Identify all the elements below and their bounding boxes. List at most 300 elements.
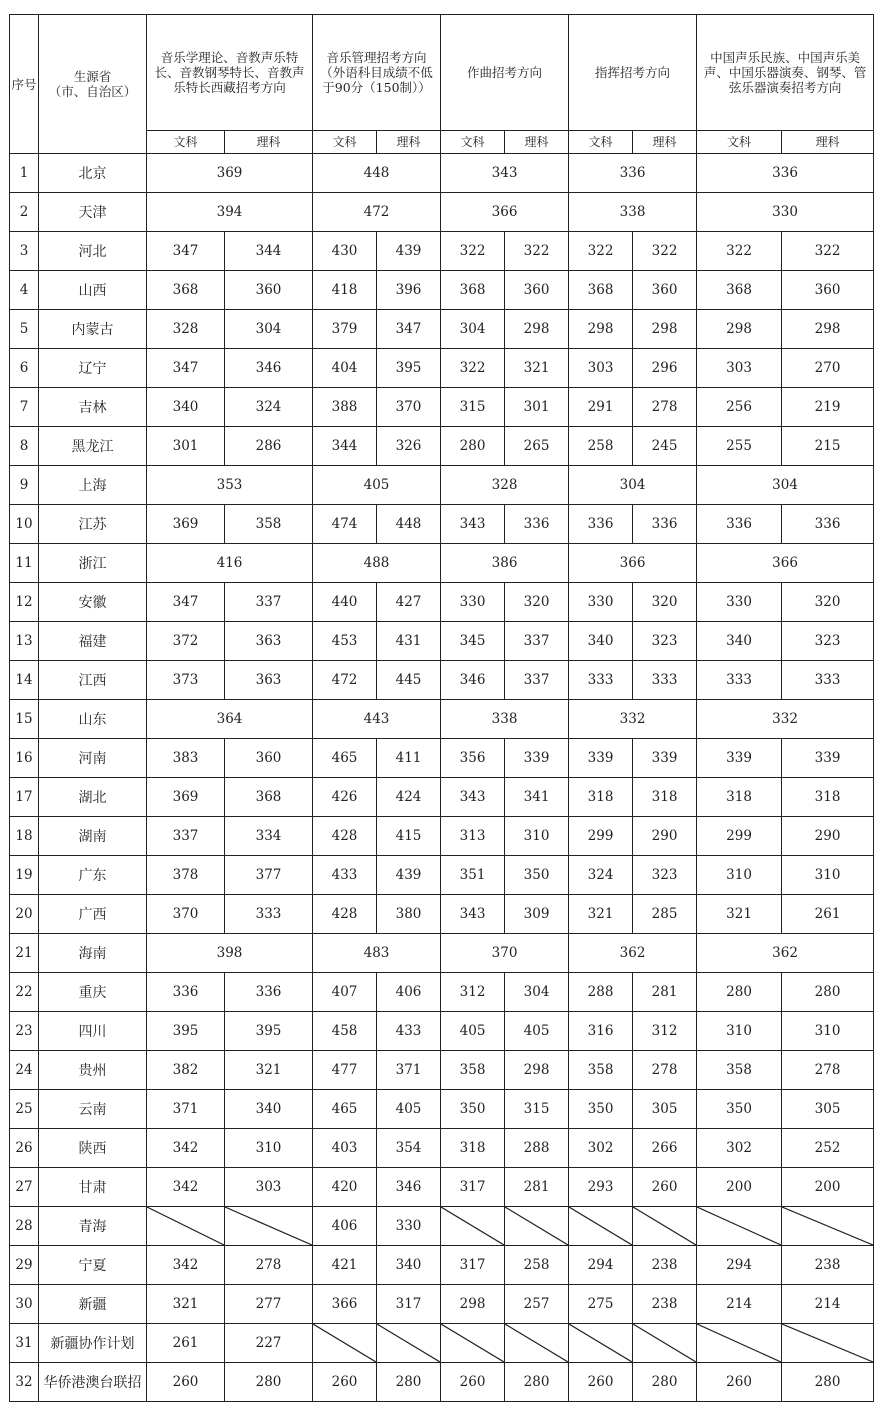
score-like: 238 (633, 1246, 697, 1285)
row-number: 25 (10, 1090, 39, 1129)
score-like: 358 (225, 505, 313, 544)
table-row (10, 661, 874, 700)
score-merged: 416 (147, 544, 313, 583)
table-row (10, 427, 874, 466)
score-wenke: 369 (147, 778, 225, 817)
score-like: 360 (505, 271, 569, 310)
table-row (10, 544, 874, 583)
province-name: 安徽 (39, 583, 147, 622)
row-number: 30 (10, 1285, 39, 1324)
score-like: 280 (782, 973, 874, 1012)
score-like: 350 (505, 856, 569, 895)
score-wenke: 336 (147, 973, 225, 1012)
score-like: 261 (782, 895, 874, 934)
diagonal-slash-icon (633, 1324, 696, 1362)
score-like: 298 (505, 310, 569, 349)
score-like: 337 (225, 583, 313, 622)
score-like: 406 (377, 973, 441, 1012)
score-like: 336 (782, 505, 874, 544)
empty-cell (505, 1324, 569, 1363)
province-name: 江西 (39, 661, 147, 700)
score-wenke: 345 (441, 622, 505, 661)
score-wenke: 298 (441, 1285, 505, 1324)
score-like: 427 (377, 583, 441, 622)
score-like: 439 (377, 232, 441, 271)
score-like: 310 (782, 1012, 874, 1051)
score-wenke: 358 (569, 1051, 633, 1090)
score-wenke: 310 (697, 1012, 782, 1051)
row-number: 32 (10, 1363, 39, 1402)
score-like: 323 (633, 622, 697, 661)
province-name: 河北 (39, 232, 147, 271)
province-name: 广西 (39, 895, 147, 934)
diagonal-slash-icon (313, 1324, 376, 1362)
province-name: 宁夏 (39, 1246, 147, 1285)
row-number: 17 (10, 778, 39, 817)
score-like: 433 (377, 1012, 441, 1051)
score-wenke: 318 (697, 778, 782, 817)
score-wenke: 370 (147, 895, 225, 934)
score-wenke: 303 (697, 349, 782, 388)
score-like: 445 (377, 661, 441, 700)
wenke-header: 文科 (441, 131, 505, 154)
row-number: 7 (10, 388, 39, 427)
empty-cell (697, 1324, 782, 1363)
diagonal-slash-icon (569, 1207, 632, 1245)
score-wenke: 421 (313, 1246, 377, 1285)
score-like: 339 (782, 739, 874, 778)
score-like: 280 (633, 1363, 697, 1402)
diagonal-slash-icon (782, 1324, 873, 1362)
score-like: 341 (505, 778, 569, 817)
score-wenke: 343 (441, 778, 505, 817)
table-row (10, 271, 874, 310)
province-name: 天津 (39, 193, 147, 232)
score-like: 285 (633, 895, 697, 934)
score-wenke: 420 (313, 1168, 377, 1207)
row-number: 3 (10, 232, 39, 271)
score-wenke: 404 (313, 349, 377, 388)
score-wenke: 260 (147, 1363, 225, 1402)
empty-cell (441, 1207, 505, 1246)
score-like: 312 (633, 1012, 697, 1051)
score-merged: 304 (697, 466, 874, 505)
score-like: 360 (782, 271, 874, 310)
score-merged: 332 (569, 700, 697, 739)
diagonal-slash-icon (633, 1207, 696, 1245)
score-merged: 364 (147, 700, 313, 739)
score-wenke: 378 (147, 856, 225, 895)
score-wenke: 372 (147, 622, 225, 661)
score-wenke: 317 (441, 1246, 505, 1285)
diagonal-slash-icon (505, 1324, 568, 1362)
row-number: 28 (10, 1207, 39, 1246)
table-row (10, 895, 874, 934)
score-wenke: 291 (569, 388, 633, 427)
score-like: 270 (782, 349, 874, 388)
score-like: 310 (782, 856, 874, 895)
score-wenke: 260 (441, 1363, 505, 1402)
score-like: 371 (377, 1051, 441, 1090)
score-like: 290 (782, 817, 874, 856)
score-merged: 332 (697, 700, 874, 739)
table-row (10, 1363, 874, 1402)
score-wenke: 321 (147, 1285, 225, 1324)
score-like: 310 (225, 1129, 313, 1168)
score-like: 288 (505, 1129, 569, 1168)
score-like: 318 (633, 778, 697, 817)
score-like: 395 (225, 1012, 313, 1051)
score-wenke: 321 (697, 895, 782, 934)
table-row (10, 1207, 874, 1246)
score-wenke: 440 (313, 583, 377, 622)
group-header-2-text: 音乐管理招考方向 （外语科目成绩不低于90分（150制）） (320, 50, 433, 95)
score-wenke: 256 (697, 388, 782, 427)
row-number: 2 (10, 193, 39, 232)
score-merged: 488 (313, 544, 441, 583)
score-like: 448 (377, 505, 441, 544)
score-wenke: 405 (441, 1012, 505, 1051)
score-wenke: 458 (313, 1012, 377, 1051)
row-number: 22 (10, 973, 39, 1012)
score-wenke: 303 (569, 349, 633, 388)
score-like: 310 (505, 817, 569, 856)
score-like: 260 (633, 1168, 697, 1207)
score-wenke: 302 (569, 1129, 633, 1168)
table-row (10, 310, 874, 349)
score-wenke: 322 (569, 232, 633, 271)
score-merged: 353 (147, 466, 313, 505)
empty-cell (782, 1324, 874, 1363)
score-merged: 338 (569, 193, 697, 232)
score-wenke: 343 (441, 895, 505, 934)
score-table (9, 14, 874, 1402)
score-like: 278 (633, 388, 697, 427)
score-merged: 398 (147, 934, 313, 973)
score-like: 286 (225, 427, 313, 466)
origin-header-text: 生源省 （市、自治区） (48, 69, 137, 99)
score-merged: 362 (569, 934, 697, 973)
score-wenke: 340 (147, 388, 225, 427)
score-wenke: 406 (313, 1207, 377, 1246)
row-number: 14 (10, 661, 39, 700)
province-name: 重庆 (39, 973, 147, 1012)
score-like: 322 (633, 232, 697, 271)
score-wenke: 336 (697, 505, 782, 544)
table-row (10, 973, 874, 1012)
score-wenke: 418 (313, 271, 377, 310)
score-wenke: 465 (313, 1090, 377, 1129)
table-row (10, 1246, 874, 1285)
province-name: 辽宁 (39, 349, 147, 388)
table-row (10, 1168, 874, 1207)
score-like: 405 (377, 1090, 441, 1129)
score-wenke: 339 (697, 739, 782, 778)
province-name: 新疆 (39, 1285, 147, 1324)
score-like: 415 (377, 817, 441, 856)
score-like: 320 (782, 583, 874, 622)
score-merged: 448 (313, 154, 441, 193)
score-wenke: 346 (441, 661, 505, 700)
score-like: 363 (225, 661, 313, 700)
province-name: 河南 (39, 739, 147, 778)
table-row (10, 505, 874, 544)
score-like: 304 (225, 310, 313, 349)
score-wenke: 322 (441, 232, 505, 271)
score-like: 346 (225, 349, 313, 388)
like-header: 理科 (377, 131, 441, 154)
score-like: 368 (225, 778, 313, 817)
score-wenke: 343 (441, 505, 505, 544)
province-name: 黑龙江 (39, 427, 147, 466)
score-like: 377 (225, 856, 313, 895)
score-like: 281 (505, 1168, 569, 1207)
diagonal-slash-icon (697, 1324, 781, 1362)
score-like: 252 (782, 1129, 874, 1168)
score-like: 280 (225, 1363, 313, 1402)
score-merged: 472 (313, 193, 441, 232)
row-number: 19 (10, 856, 39, 895)
row-number: 4 (10, 271, 39, 310)
score-like: 424 (377, 778, 441, 817)
table-row (10, 700, 874, 739)
score-like: 360 (225, 271, 313, 310)
score-merged: 394 (147, 193, 313, 232)
table-row (10, 1129, 874, 1168)
score-merged: 343 (441, 154, 569, 193)
table-row (10, 466, 874, 505)
score-wenke: 321 (569, 895, 633, 934)
table-row (10, 583, 874, 622)
score-like: 266 (633, 1129, 697, 1168)
row-number: 5 (10, 310, 39, 349)
score-wenke: 465 (313, 739, 377, 778)
score-wenke: 294 (569, 1246, 633, 1285)
score-like: 347 (377, 310, 441, 349)
score-like: 333 (782, 661, 874, 700)
table-row (10, 856, 874, 895)
row-number: 23 (10, 1012, 39, 1051)
score-wenke: 342 (147, 1168, 225, 1207)
score-wenke: 310 (697, 856, 782, 895)
empty-cell (633, 1324, 697, 1363)
province-name: 新疆协作计划 (39, 1324, 147, 1363)
score-like: 320 (505, 583, 569, 622)
row-number: 21 (10, 934, 39, 973)
empty-cell (313, 1324, 377, 1363)
score-wenke: 368 (697, 271, 782, 310)
score-wenke: 350 (697, 1090, 782, 1129)
score-like: 337 (505, 622, 569, 661)
score-wenke: 304 (441, 310, 505, 349)
score-wenke: 260 (313, 1363, 377, 1402)
score-merged: 338 (441, 700, 569, 739)
score-wenke: 318 (569, 778, 633, 817)
score-like: 315 (505, 1090, 569, 1129)
wenke-header: 文科 (313, 131, 377, 154)
score-wenke: 330 (697, 583, 782, 622)
score-like: 322 (782, 232, 874, 271)
table-row (10, 349, 874, 388)
score-like: 245 (633, 427, 697, 466)
score-wenke: 472 (313, 661, 377, 700)
table-row (10, 1324, 874, 1363)
score-wenke: 369 (147, 505, 225, 544)
score-wenke: 430 (313, 232, 377, 271)
score-wenke: 316 (569, 1012, 633, 1051)
row-number: 20 (10, 895, 39, 934)
score-like: 405 (505, 1012, 569, 1051)
score-merged: 328 (441, 466, 569, 505)
score-wenke: 293 (569, 1168, 633, 1207)
score-like: 324 (225, 388, 313, 427)
score-like: 278 (782, 1051, 874, 1090)
score-wenke: 358 (441, 1051, 505, 1090)
score-like: 214 (782, 1285, 874, 1324)
score-like: 257 (505, 1285, 569, 1324)
score-like: 339 (633, 739, 697, 778)
score-wenke: 379 (313, 310, 377, 349)
score-like: 396 (377, 271, 441, 310)
province-name: 青海 (39, 1207, 147, 1246)
table-row (10, 817, 874, 856)
like-header: 理科 (782, 131, 874, 154)
score-wenke: 433 (313, 856, 377, 895)
table-row (10, 1090, 874, 1129)
score-wenke: 428 (313, 895, 377, 934)
province-name: 云南 (39, 1090, 147, 1129)
score-like: 336 (633, 505, 697, 544)
score-merged: 483 (313, 934, 441, 973)
province-name: 北京 (39, 154, 147, 193)
diagonal-slash-icon (441, 1324, 504, 1362)
score-merged: 336 (569, 154, 697, 193)
wenke-header: 文科 (147, 131, 225, 154)
province-name: 江苏 (39, 505, 147, 544)
group-header-4: 指挥招考方向 (569, 15, 697, 131)
empty-cell (505, 1207, 569, 1246)
score-like: 309 (505, 895, 569, 934)
score-wenke: 322 (697, 232, 782, 271)
score-wenke: 340 (697, 622, 782, 661)
group-header-1: 音乐学理论、音教声乐特长、音教钢琴特长、音教声乐特长西藏招考方向 (147, 15, 313, 131)
score-like: 323 (782, 622, 874, 661)
row-number: 6 (10, 349, 39, 388)
table-row (10, 934, 874, 973)
score-merged: 336 (697, 154, 874, 193)
score-like: 318 (782, 778, 874, 817)
score-wenke: 288 (569, 973, 633, 1012)
score-wenke: 388 (313, 388, 377, 427)
score-wenke: 340 (569, 622, 633, 661)
province-name: 海南 (39, 934, 147, 973)
row-number: 27 (10, 1168, 39, 1207)
score-like: 439 (377, 856, 441, 895)
province-name: 贵州 (39, 1051, 147, 1090)
score-wenke: 344 (313, 427, 377, 466)
score-wenke: 333 (569, 661, 633, 700)
score-like: 296 (633, 349, 697, 388)
score-like: 301 (505, 388, 569, 427)
score-merged: 369 (147, 154, 313, 193)
province-name: 浙江 (39, 544, 147, 583)
score-wenke: 426 (313, 778, 377, 817)
score-like: 411 (377, 739, 441, 778)
score-wenke: 261 (147, 1324, 225, 1363)
score-merged: 362 (697, 934, 874, 973)
province-name: 山东 (39, 700, 147, 739)
score-wenke: 347 (147, 583, 225, 622)
empty-cell (569, 1207, 633, 1246)
row-number: 24 (10, 1051, 39, 1090)
diagonal-slash-icon (377, 1324, 440, 1362)
score-like: 431 (377, 622, 441, 661)
seq-header: 序号 (10, 15, 39, 154)
score-wenke: 328 (147, 310, 225, 349)
score-like: 290 (633, 817, 697, 856)
score-like: 280 (505, 1363, 569, 1402)
score-wenke: 358 (697, 1051, 782, 1090)
score-wenke: 200 (697, 1168, 782, 1207)
province-name: 陕西 (39, 1129, 147, 1168)
score-wenke: 383 (147, 739, 225, 778)
score-wenke: 371 (147, 1090, 225, 1129)
like-header: 理科 (225, 131, 313, 154)
score-wenke: 255 (697, 427, 782, 466)
province-name: 吉林 (39, 388, 147, 427)
empty-cell (633, 1207, 697, 1246)
empty-cell (377, 1324, 441, 1363)
score-merged: 366 (441, 193, 569, 232)
score-wenke: 302 (697, 1129, 782, 1168)
score-like: 298 (782, 310, 874, 349)
score-wenke: 395 (147, 1012, 225, 1051)
score-wenke: 318 (441, 1129, 505, 1168)
score-like: 340 (377, 1246, 441, 1285)
score-wenke: 477 (313, 1051, 377, 1090)
score-like: 339 (505, 739, 569, 778)
score-like: 200 (782, 1168, 874, 1207)
table-row (10, 388, 874, 427)
province-name: 四川 (39, 1012, 147, 1051)
score-like: 344 (225, 232, 313, 271)
row-number: 15 (10, 700, 39, 739)
score-wenke: 368 (569, 271, 633, 310)
diagonal-slash-icon (569, 1324, 632, 1362)
score-wenke: 351 (441, 856, 505, 895)
score-like: 340 (225, 1090, 313, 1129)
diagonal-slash-icon (697, 1207, 781, 1245)
score-wenke: 312 (441, 973, 505, 1012)
score-like: 278 (225, 1246, 313, 1285)
score-wenke: 407 (313, 973, 377, 1012)
score-wenke: 403 (313, 1129, 377, 1168)
score-wenke: 382 (147, 1051, 225, 1090)
province-name: 上海 (39, 466, 147, 505)
province-name: 福建 (39, 622, 147, 661)
score-wenke: 356 (441, 739, 505, 778)
score-wenke: 322 (441, 349, 505, 388)
score-like: 305 (782, 1090, 874, 1129)
row-number: 1 (10, 154, 39, 193)
score-wenke: 350 (441, 1090, 505, 1129)
score-wenke: 315 (441, 388, 505, 427)
like-header: 理科 (505, 131, 569, 154)
empty-cell (569, 1324, 633, 1363)
score-like: 298 (505, 1051, 569, 1090)
score-merged: 370 (441, 934, 569, 973)
score-wenke: 299 (569, 817, 633, 856)
